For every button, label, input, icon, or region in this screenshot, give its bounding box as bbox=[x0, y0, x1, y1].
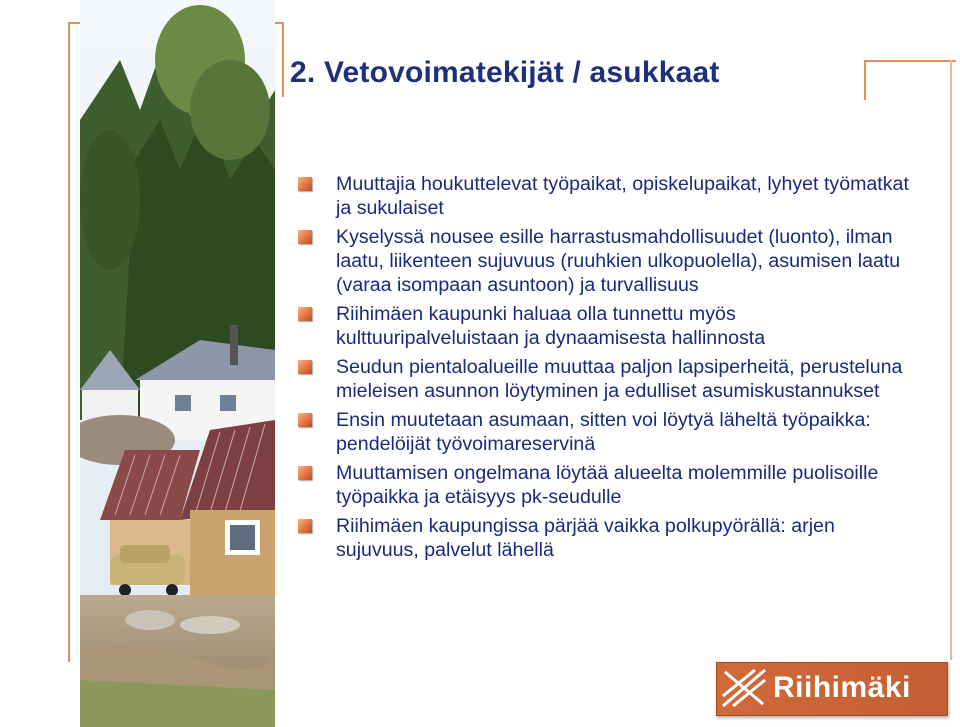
bullet-item bbox=[298, 355, 918, 403]
logo-text: Riihimäki bbox=[773, 671, 911, 704]
bullet-text: Muuttajia houkuttelevat työpaikat, opiskelupaikat, lyhyet työmatkat ja sukulaiset bbox=[336, 173, 909, 220]
frame-line-top-right bbox=[282, 22, 284, 97]
bullet-text: Riihimäen kaupungissa pärjää vaikka polkupyörällä: arjen sujuvuus, palvelut lähellä bbox=[336, 514, 835, 561]
bullet-list bbox=[298, 172, 918, 567]
square-bullet-icon bbox=[298, 413, 312, 427]
bullet-text: Kyselyssä nousee esille harrastusmahdollisuudet (luonto), ilman laatu, liikenteen sujuvuus (ruuhkien ulkopuolella), asumisen laatu (varaa isompaan asuntoon) ja turvallisuus bbox=[336, 225, 901, 297]
bullet-text: Riihimäen kaupunki haluaa olla tunnettu myös kulttuuripalveluistaan ja dynaamisesta hallinnosta bbox=[336, 303, 766, 350]
square-bullet-icon bbox=[298, 519, 312, 533]
frame-line-right-vert bbox=[864, 60, 866, 100]
bullet-item bbox=[298, 302, 918, 350]
square-bullet-icon bbox=[298, 360, 312, 374]
logo-mark-icon bbox=[721, 666, 769, 710]
square-bullet-icon bbox=[298, 177, 312, 191]
square-bullet-icon bbox=[298, 466, 312, 480]
bullet-text: Seudun pientaloalueille muuttaa paljon lapsiperheitä, perusteluna mieleisen asunnon löytyminen ja edulliset asumiskustannukset bbox=[336, 355, 903, 403]
bullet-item bbox=[298, 514, 918, 562]
frame-line-left bbox=[68, 22, 70, 662]
bullet-text: Ensin muutetaan asumaan, sitten voi löytyä läheltä työpaikka: pendelöijät työvoimareservinä bbox=[336, 408, 871, 456]
slide-title: 2. Vetovoimatekijät / asukkaat bbox=[290, 56, 720, 89]
square-bullet-icon bbox=[298, 307, 312, 321]
bullet-item bbox=[298, 172, 918, 220]
bullet-text: Muuttamisen ongelmana löytää alueelta molemmille puolisoille työpaikka ja etäisyys pk-seudulle bbox=[336, 461, 879, 508]
bullet-item bbox=[298, 408, 918, 456]
square-bullet-icon bbox=[298, 230, 312, 244]
frame-line-right-edge bbox=[950, 60, 952, 660]
riihimaki-logo bbox=[716, 662, 948, 716]
bullet-item bbox=[298, 225, 918, 298]
bullet-item bbox=[298, 461, 918, 509]
residential-area-photo bbox=[80, 0, 275, 727]
frame-line-right-top bbox=[864, 60, 956, 62]
